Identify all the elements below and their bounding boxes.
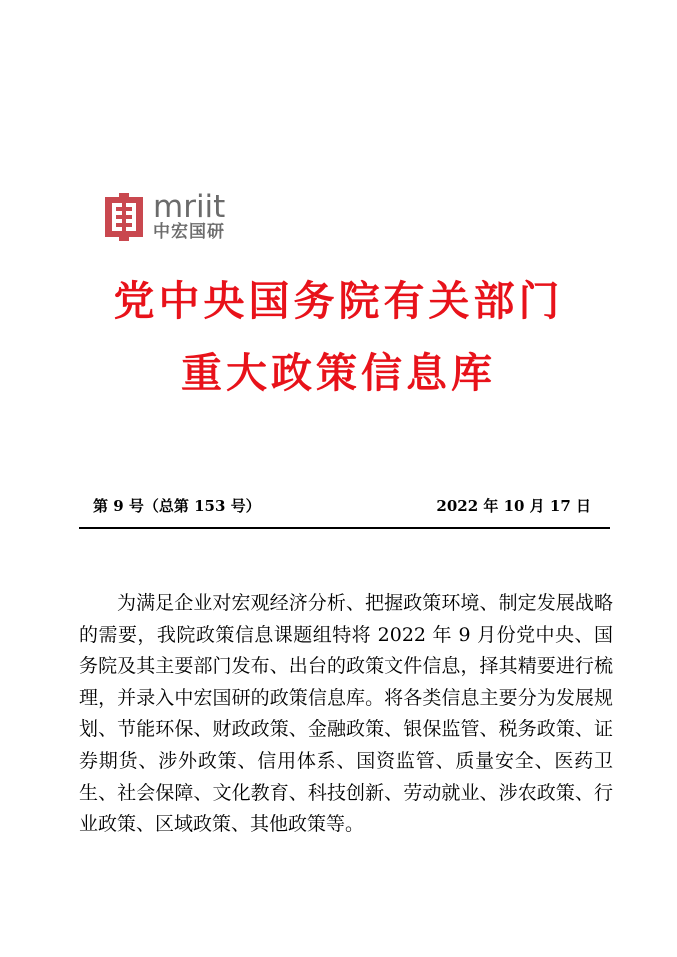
logo-text <box>153 189 226 242</box>
logo-brand-en: mriit <box>153 189 226 225</box>
mriit-logo <box>101 189 225 245</box>
issue-info-row <box>93 494 591 518</box>
issue-number: 第 9 号（总第 153 号） <box>93 497 261 515</box>
document-title-line-1: 党中央国务院有关部门 <box>113 277 564 325</box>
mriit-logo-icon <box>101 189 147 245</box>
header-divider <box>79 527 610 529</box>
issue-date: 2022 年 10 月 17 日 <box>436 497 591 515</box>
intro-paragraph: 为满足企业对宏观经济分析、把握政策环境、制定发展战略的需要，我院政策信息课题组特将 2022 年 9 月份党中央、国务院及其主要部门发布、出台的政策文件信息，择其精要进行梳理，并录入中宏国研的政策信息库。将各类信息主要分为发展规划、节能环保、财政政策、金融政策、银保监管、税务政策、证券期货、涉外政策、信用体系、国资监管、质量安全、医药卫生、社会保障、文化教育、科技创新、劳动就业、涉农政策、行业政策、区域政策、其他政策等。 <box>79 592 613 836</box>
document-title-line-2: 重大政策信息库 <box>181 349 496 397</box>
logo-brand-cn: 中宏国研 <box>153 222 225 242</box>
